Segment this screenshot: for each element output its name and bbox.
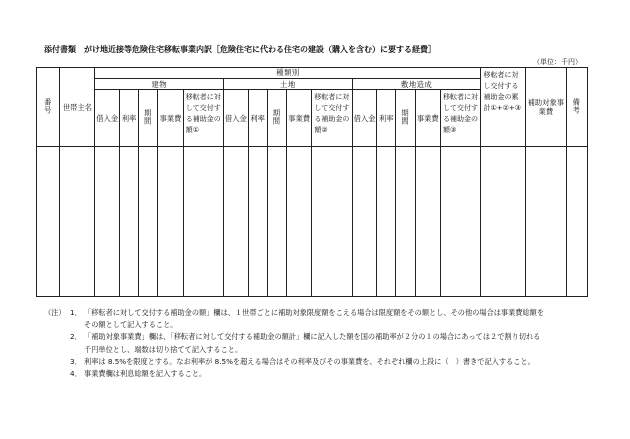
sub-rate-building: 利率 (119, 90, 138, 147)
sub-grant-land: 移転者に対して交付する補助金の額② (312, 90, 352, 147)
document-title: 添付書類 がけ地近接等危険住宅移転事業内訳［危険住宅に代わる住宅の建設（購入を含む）に要する経費］ (44, 45, 436, 54)
body-cell[interactable] (95, 147, 119, 297)
body-cell[interactable] (396, 147, 415, 297)
sub-loan-building: 借入金 (95, 90, 119, 147)
body-cell[interactable] (377, 147, 396, 297)
body-cell[interactable] (60, 147, 95, 297)
header-remarks: 備考 (566, 68, 587, 147)
body-cell[interactable] (526, 147, 566, 297)
note-text: 事業費欄は利息総額を記入すること。 (84, 369, 207, 379)
note-number: 3． (70, 356, 82, 366)
sub-cost-land: 事業費 (286, 90, 312, 147)
body-cell[interactable] (248, 147, 267, 297)
body-cell[interactable] (415, 147, 441, 297)
body-cell[interactable] (566, 147, 587, 297)
sub-cost-building: 事業費 (158, 90, 184, 147)
body-cell[interactable] (139, 147, 158, 297)
note-number: 2． (70, 332, 82, 342)
sub-term-site: 期間 (396, 90, 415, 147)
group-site-preparation: 敷地造成 (352, 79, 481, 90)
body-cell[interactable] (119, 147, 138, 297)
header-grant-total: 移転者に対し交付する補助金の累計①+②+③ (481, 68, 526, 147)
note-number: 1． (70, 308, 82, 317)
body-cell[interactable] (441, 147, 481, 297)
note-text: その額として記入すること。 (84, 320, 178, 330)
header-number: 番号 (37, 68, 60, 147)
note-text: 「補助対象事業費」欄は、「移転者に対して交付する補助金の額計」欄に記入した額を国の補助率が２分の１の場合にあっては２で割り切れる (84, 332, 541, 342)
body-cell[interactable] (312, 147, 352, 297)
body-cell[interactable] (352, 147, 376, 297)
sub-cost-site: 事業費 (415, 90, 441, 147)
body-cell[interactable] (481, 147, 526, 297)
sub-term-land: 期間 (267, 90, 286, 147)
sub-rate-land: 利率 (248, 90, 267, 147)
group-land: 土地 (224, 79, 353, 90)
group-building: 建物 (95, 79, 224, 90)
note-text: 「移転者に対して交付する補助金の額」欄は、１世帯ごとに補助対象限度額をこえる場合は限度額をその額とし、その他の場合は事業費総額を (84, 308, 545, 317)
sub-grant-site: 移転者に対して交付する補助金の額③ (441, 90, 481, 147)
header-type: 種類別 (95, 68, 481, 79)
body-cell[interactable] (37, 147, 60, 297)
body-cell[interactable] (286, 147, 312, 297)
sub-grant-building: 移転者に対して交付する補助金の額① (183, 90, 223, 147)
sub-loan-land: 借入金 (224, 90, 248, 147)
body-cell[interactable] (224, 147, 248, 297)
header-eligible-cost: 補助対象事業費 (526, 68, 566, 147)
unit-label: （単位：千円） (533, 58, 582, 66)
body-cell[interactable] (158, 147, 184, 297)
notes-section (44, 307, 544, 380)
sub-loan-site: 借入金 (352, 90, 376, 147)
note-text: 利率は 8.5%を限度とする。なお利率が 8.5%を超える場合はその利率及びその事業費を、それぞれ欄の上段に（ ）書きで記入すること。 (84, 356, 535, 366)
sub-rate-site: 利率 (377, 90, 396, 147)
expense-breakdown-table (36, 67, 588, 297)
body-cell[interactable] (183, 147, 223, 297)
note-number: 4． (70, 369, 82, 379)
body-cell[interactable] (267, 147, 286, 297)
header-household-head: 世帯主名 (60, 68, 95, 147)
note-text: 千円単位とし、端数は切り捨てて記入すること。 (84, 344, 243, 354)
sub-term-building: 期間 (139, 90, 158, 147)
notes-prefix: （注） (44, 308, 66, 317)
